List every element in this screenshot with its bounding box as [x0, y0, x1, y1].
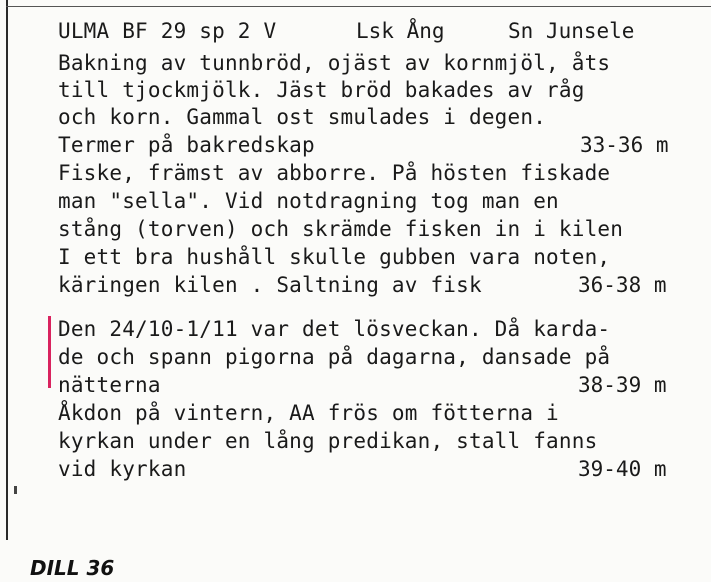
text-line-12: nätterna — [58, 373, 161, 397]
page-ref-bakredskap: 33-36 m — [580, 133, 669, 157]
text-line-1: Bakning av tunnbröd, ojäst av kornmjöl, åts — [58, 51, 611, 75]
red-margin-mark — [48, 316, 51, 388]
text-line-14: kyrkan under en lång predikan, stall fanns — [58, 429, 598, 453]
text-line-4: Termer på bakredskap — [58, 133, 315, 157]
card-reference: DILL 36 — [30, 556, 115, 580]
text-line-9: käringen kilen . Saltning av fisk — [58, 273, 482, 297]
card-top-edge — [6, 6, 711, 7]
text-line-6: man "sella". Vid notdragning tog man en — [58, 189, 559, 213]
header-archive: ULMA BF 29 sp 2 V — [58, 19, 277, 43]
page-ref-kyrkan: 39-40 m — [578, 457, 667, 481]
text-line-11: de och spann pigorna på dagarna, dansade på — [58, 345, 611, 369]
text-line-13: Åkdon på vintern, AA frös om fötterna i — [58, 401, 559, 425]
text-line-8: I ett bra hushåll skulle gubben vara noten, — [58, 245, 611, 269]
text-line-2: till tjockmjölk. Jäst bröd bakades av råg — [58, 78, 585, 102]
page-ref-natterna: 38-39 m — [578, 373, 667, 397]
header-district: Lsk Ång — [356, 19, 445, 43]
margin-mark — [14, 486, 17, 494]
page-ref-fisk: 36-38 m — [578, 273, 667, 297]
card-left-edge — [6, 0, 8, 540]
text-line-7: stång (torven) och skrämde fisken in i kilen — [58, 217, 624, 241]
text-line-5: Fiske, främst av abborre. På hösten fiskade — [58, 161, 611, 185]
text-line-3: och korn. Gammal ost smulades i degen. — [58, 105, 547, 129]
text-line-15: vid kyrkan — [58, 457, 187, 481]
header-parish: Sn Junsele — [508, 19, 635, 43]
text-line-10: Den 24/10-1/11 var det lösveckan. Då karda- — [58, 317, 611, 341]
